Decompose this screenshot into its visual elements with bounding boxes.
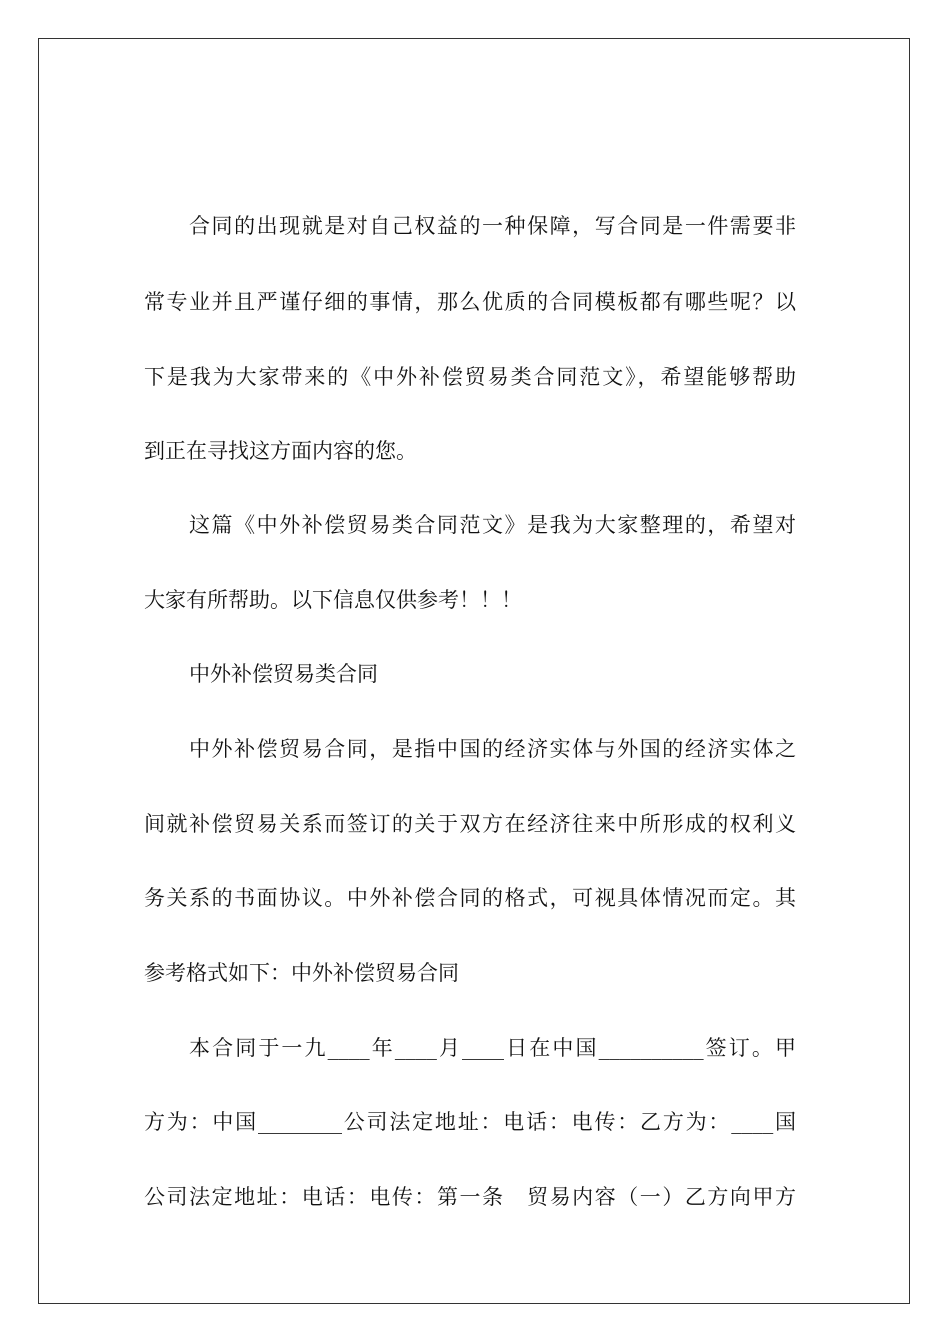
section-heading: 中外补偿贸易类合同 (189, 662, 378, 686)
paragraph-1-line-3: 下是我为大家带来的《中外补偿贸易类合同范文》，希望能够帮助 (144, 365, 796, 389)
paragraph-4-line-2: 间就补偿贸易关系而签订的关于双方在经济往来中所形成的权利义 (144, 812, 796, 836)
paragraph-1-line-4: 到正在寻找这方面内容的您。 (144, 439, 417, 463)
paragraph-5-line-1: 本合同于一九____年____月____日在中国__________签订。甲 (189, 1036, 796, 1060)
paragraph-2-line-2: 大家有所帮助。以下信息仅供参考！！！ (144, 588, 522, 612)
paragraph-4-line-4: 参考格式如下：中外补偿贸易合同 (144, 961, 459, 985)
paragraph-1-line-2: 常专业并且严谨仔细的事情，那么优质的合同模板都有哪些呢？以 (144, 290, 796, 314)
paragraph-4-line-3: 务关系的书面协议。中外补偿合同的格式，可视具体情况而定。其 (144, 886, 796, 910)
paragraph-4-line-1: 中外补偿贸易合同，是指中国的经济实体与外国的经济实体之 (189, 737, 796, 761)
paragraph-5-line-2: 方为：中国________公司法定地址：电话：电传：乙方为：____国 (144, 1110, 796, 1134)
paragraph-5-line-3: 公司法定地址：电话：电传：第一条 贸易内容（一）乙方向甲方 (144, 1185, 796, 1209)
paragraph-2-line-1: 这篇《中外补偿贸易类合同范文》是我为大家整理的，希望对 (189, 513, 796, 537)
paragraph-1-line-1: 合同的出现就是对自己权益的一种保障，写合同是一件需要非 (189, 214, 796, 238)
